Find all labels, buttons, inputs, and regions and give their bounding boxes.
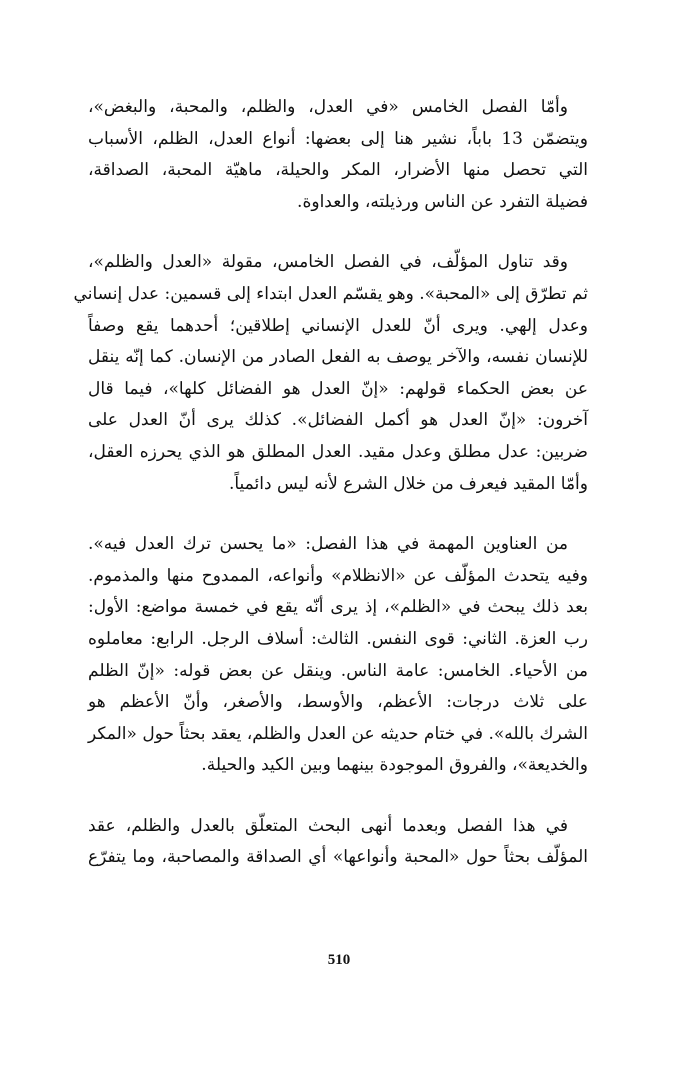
text-line: وقد تناول المؤلّف، في الفصل الخامس، مقولة «العدل والظلم»، xyxy=(88,252,568,273)
page-text xyxy=(73,92,588,903)
text-line: بعد ذلك يبحث في «الظلم»، إذ يرى أنّه يقع في خمسة مواضع: الأول: xyxy=(88,597,588,618)
text-line: والخديعة»، والفروق الموجودة بينهما وبين الكيد والحيلة. xyxy=(201,755,588,776)
page-number: 510 xyxy=(327,952,351,968)
paragraph-4 xyxy=(88,811,588,874)
text-line: وعدل إلهي. ويرى أنّ للعدل الإنساني إطلاقين؛ أحدهما يقع وصفاً xyxy=(88,315,588,336)
text-line: على ثلاث درجات: الأعظم، والأوسط، والأصغر، وأنّ الأعظم هو xyxy=(88,692,588,713)
text-line: عن بعض الحكماء قولهم: «إنّ العدل هو الفضائل كلها»، فيما قال xyxy=(88,378,588,399)
text-line: رب العزة. الثاني: قوى النفس. الثالث: أسلاف الرجل. الرابع: معاملوه xyxy=(88,628,588,649)
text-line: آخرون: «إنّ العدل هو أكمل الفضائل». كذلك يرى أنّ العدل على xyxy=(88,410,588,431)
text-line: ويتضمّن 13 باباً، نشير هنا إلى بعضها: أنواع العدل، الظلم، الأسباب xyxy=(88,128,588,149)
text-line: وأمّا الفصل الخامس «في العدل، والظلم، والمحبة، والبغض»، xyxy=(88,97,568,117)
paragraph-3 xyxy=(88,529,588,782)
text-line: للإنسان نفسه، والآخر يوصف به الفعل الصادر من الإنسان. كما إنّه ينقل xyxy=(88,347,588,368)
text-line: من الأحياء. الخامس: عامة الناس. وينقل عن بعض قوله: «إنّ الظلم xyxy=(88,660,588,681)
text-line: التي تحصل منها الأضرار، المكر والحيلة، ماهيّة المحبة، الصداقة، xyxy=(88,160,588,181)
text-line: المؤلّف بحثاً حول «المحبة وأنواعها» أي الصداقة والمصاحبة، وما يتفرّع xyxy=(88,847,588,868)
paragraph-1 xyxy=(88,92,588,218)
text-line: ثم تطرّق إلى «المحبة». وهو يقسّم العدل ابتداء إلى قسمين: عدل إنساني xyxy=(73,283,588,304)
text-line: في هذا الفصل وبعدما أنهى البحث المتعلّق بالعدل والظلم، عقد xyxy=(88,815,568,836)
text-line: وأمّا المقيد فيعرف من خلال الشرع لأنه ليس دائمياً. xyxy=(228,473,588,494)
text-line: الشرك بالله». في ختام حديثه عن العدل والظلم، يعقد بحثاً حول «المكر xyxy=(88,723,588,744)
text-line: من العناوين المهمة في هذا الفصل: «ما يحسن ترك العدل فيه». xyxy=(88,534,568,555)
text-line: فضيلة التفرد عن الناس ورذيلته، والعداوة. xyxy=(297,191,588,212)
text-line: وفيه يتحدث المؤلّف عن «الانظلام» وأنواعه، الممدوح منها والمذموم. xyxy=(88,565,588,586)
paragraph-2 xyxy=(73,247,588,500)
text-line: ضربين: عدل مطلق وعدل مقيد. العدل المطلق هو الذي يحرزه العقل، xyxy=(88,441,588,462)
